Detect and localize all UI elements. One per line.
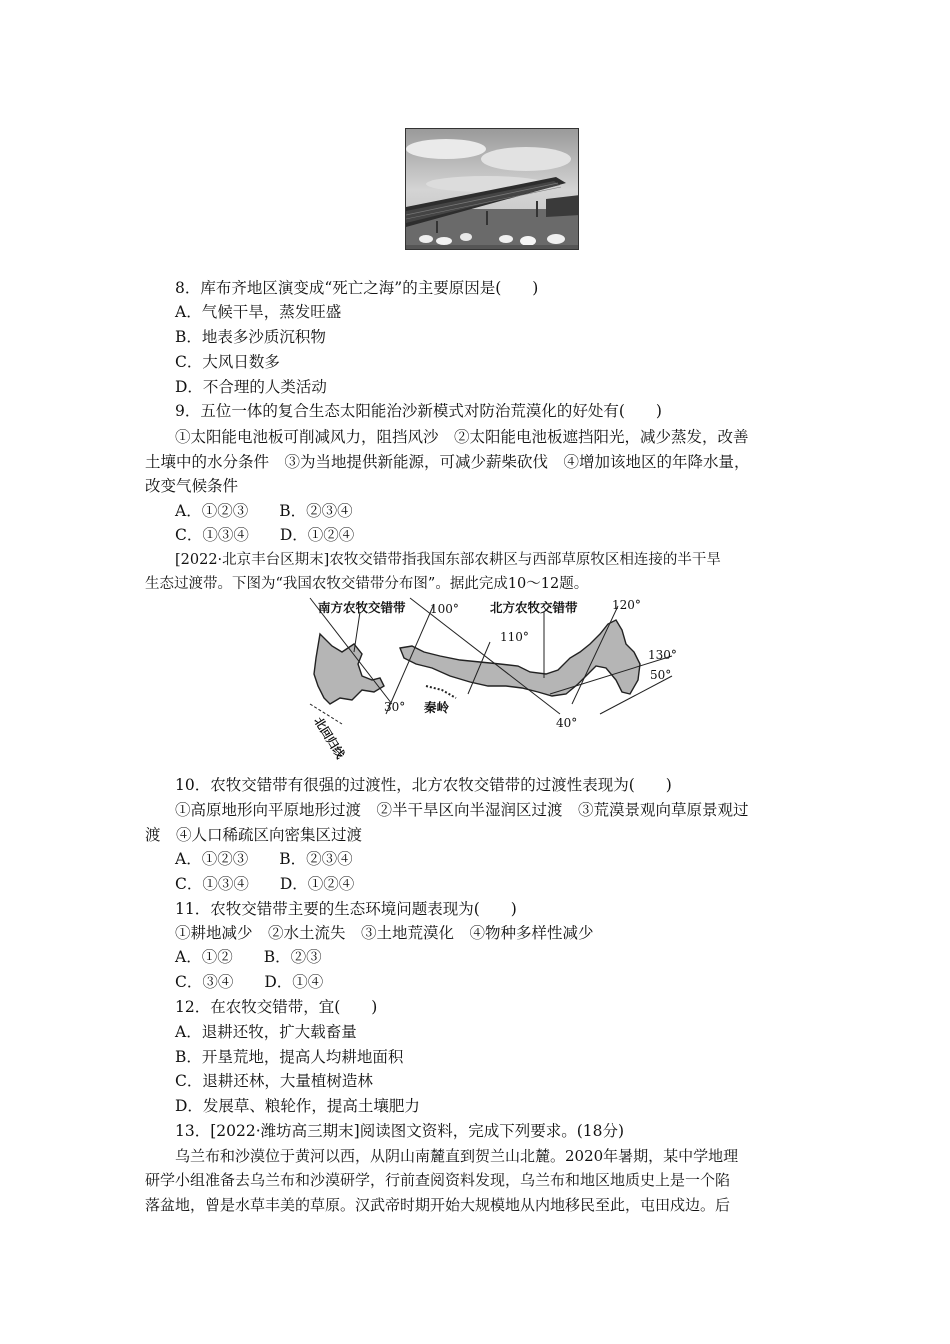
q12-stem: 12．在农牧交错带，宜( ) — [175, 998, 378, 1016]
label-120-degrees: 120° — [612, 598, 641, 612]
q13-paragraph-line1: 乌兰布和沙漠位于黄河以西，从阴山南麓直到贺兰山北麓。2020年暑期，某中学地理 — [175, 1147, 739, 1165]
q9-choices-ab: A．①②③ B．②③④ — [175, 502, 353, 520]
intro-line1: [2022·北京丰台区期末]农牧交错带指我国东部农耕区与西部草原牧区相连接的半干旱 — [175, 552, 721, 568]
q9-choices-cd: C．①③④ D．①②④ — [175, 526, 355, 544]
q12-option-b: B．开垦荒地，提高人均耕地面积 — [175, 1048, 404, 1066]
q8-option-c: C．大风日数多 — [175, 353, 280, 371]
label-40-degrees: 40° — [556, 716, 578, 730]
q10-stem: 10．农牧交错带有很强的过渡性，北方农牧交错带的过渡性表现为( ) — [175, 776, 672, 794]
q11-stem: 11．农牧交错带主要的生态环境问题表现为( ) — [175, 900, 517, 918]
q9-options-line3: 改变气候条件 — [145, 477, 239, 495]
q9-options-line2: 土壤中的水分条件 ③为当地提供新能源，可减少薪柴砍伐 ④增加该地区的年降水量， — [145, 453, 750, 471]
q8-option-d: D．不合理的人类活动 — [175, 378, 327, 396]
q8-option-b: B．地表多沙质沉积物 — [175, 328, 326, 346]
intro-line2: 生态过渡带。下图为“我国农牧交错带分布图”。据此完成10～12题。 — [145, 576, 589, 592]
q11-choices-ab: A．①② B．②③ — [175, 948, 322, 966]
tropic-of-cancer-label: 北回归线 — [311, 714, 348, 761]
q8-option-a: A．气候干旱，蒸发旺盛 — [175, 303, 342, 321]
q12-option-d: D．发展草、粮轮作，提高土壤肥力 — [175, 1097, 420, 1115]
q11-choices-cd: C．③④ D．①④ — [175, 973, 324, 991]
q8-stem: 8．库布齐地区演变成“死亡之海”的主要原因是( ) — [175, 279, 539, 297]
label-110-degrees: 110° — [500, 630, 529, 644]
qinling-label: 秦岭 — [424, 700, 450, 715]
q12-option-c: C．退耕还林，大量植树造林 — [175, 1072, 373, 1090]
north-zone-label: 北方农牧交错带 — [490, 600, 578, 615]
label-50-degrees: 50° — [650, 668, 672, 682]
label-130-degrees: 130° — [648, 648, 677, 662]
q10-options-line2: 渡 ④人口稀疏区向密集区过渡 — [145, 826, 363, 844]
q10-options-line1: ①高原地形向平原地形过渡 ②半干旱区向半湿润区过渡 ③荒漠景观向草原景观过 — [175, 801, 749, 819]
label-30-degrees: 30° — [384, 700, 406, 714]
q11-options: ①耕地减少 ②水土流失 ③土地荒漠化 ④物种多样性减少 — [175, 924, 594, 942]
q13-stem: 13．[2022·潍坊高三期末]阅读图文资料，完成下列要求。(18分) — [175, 1122, 625, 1140]
q13-paragraph-line2: 研学小组准备去乌兰布和沙漠研学，行前查阅资料发现，乌兰布和地区地质史上是一个陷 — [145, 1171, 731, 1189]
south-zone-label: 南方农牧交错带 — [318, 600, 406, 615]
solar-panels-photo — [405, 128, 579, 250]
label-100-degrees: 100° — [430, 602, 459, 616]
q12-option-a: A．退耕还牧，扩大载畜量 — [175, 1023, 357, 1041]
farming-pastoral-zone-map — [300, 594, 690, 761]
q9-stem: 9．五位一体的复合生态太阳能治沙新模式对防治荒漠化的好处有( ) — [175, 402, 662, 420]
q10-choices-cd: C．①③④ D．①②④ — [175, 875, 355, 893]
q10-choices-ab: A．①②③ B．②③④ — [175, 850, 353, 868]
q9-options-line1: ①太阳能电池板可削减风力，阻挡风沙 ②太阳能电池板遮挡阳光，减少蒸发，改善 — [175, 428, 749, 446]
q13-paragraph-line3: 落盆地，曾是水草丰美的草原。汉武帝时期开始大规模地从内地移民至此，屯田戍边。后 — [145, 1196, 731, 1214]
